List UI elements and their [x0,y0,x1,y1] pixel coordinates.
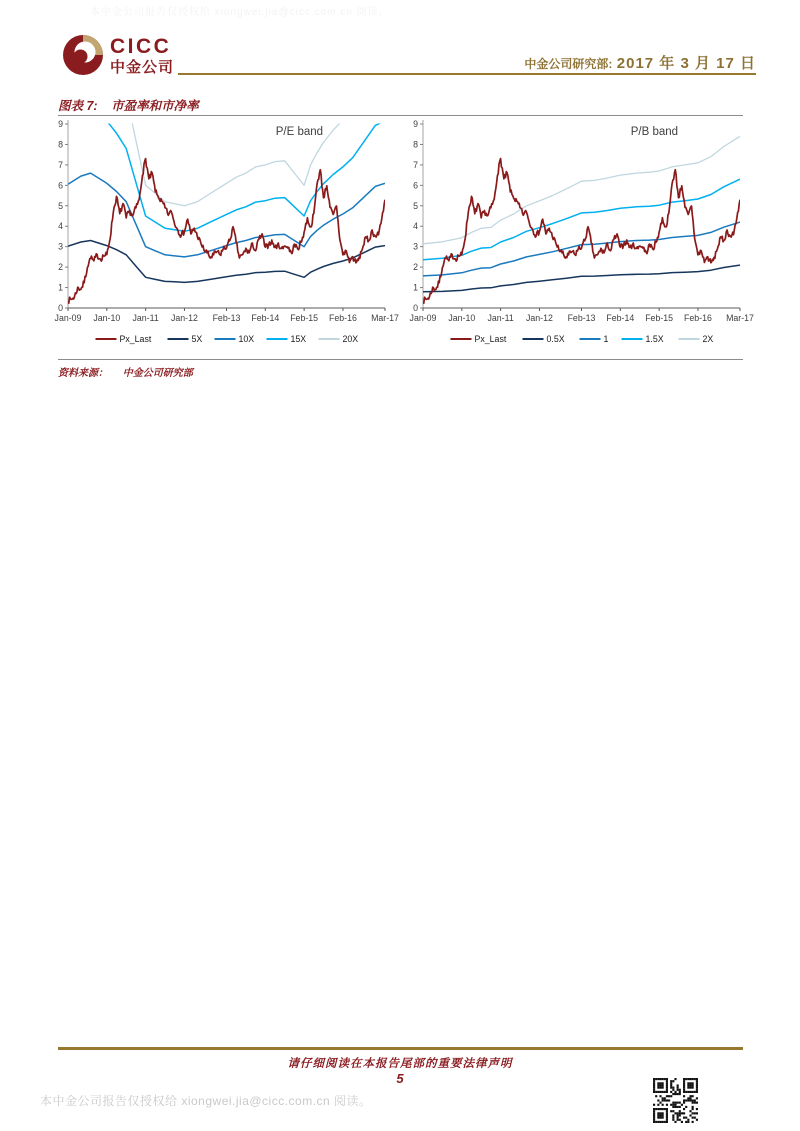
x-tick-label: Jan-12 [525,313,553,323]
legend-label-20X: 20X [342,334,359,344]
y-tick-label: 9 [58,119,63,129]
legend-label-Px_Last: Px_Last [474,334,507,344]
source-line [58,364,193,379]
legend-label-5X: 5X [191,334,203,344]
chart-title: P/E band [275,126,324,138]
y-tick-label: 0 [58,303,63,313]
y-tick-label: 1 [58,282,63,293]
legend-label-0.5X: 0.5X [546,334,565,344]
figure-title-rule [58,115,743,116]
y-tick-label: 3 [58,241,63,252]
cicc-logo-icon [62,34,104,81]
x-tick-label: Mar-17 [726,313,754,323]
y-tick-label: 5 [413,200,418,211]
y-tick-label: 7 [413,159,418,170]
y-tick-label: 8 [58,139,63,150]
y-tick-label: 6 [413,180,418,191]
logo-text-chinese: 中金公司 [110,59,175,76]
source-label: 资料来源： [58,368,108,379]
y-tick-label: 3 [413,241,418,252]
x-tick-label: Feb-15 [290,313,319,323]
legend-label-1.5X: 1.5X [645,334,664,344]
series-Px_Last [423,159,740,304]
source-rule [58,359,743,360]
x-tick-label: Mar-17 [371,313,399,323]
x-tick-label: Jan-11 [487,313,514,323]
legend-label-2X: 2X [702,334,714,344]
x-tick-label: Jan-10 [448,313,476,323]
y-tick-label: 4 [413,221,418,232]
figure-title [58,96,199,114]
y-tick-label: 7 [58,159,63,170]
y-tick-label: 1 [413,282,418,293]
legend-label-10X: 10X [238,334,255,344]
x-tick-label: Jan-12 [170,313,198,323]
figure-title-text: 市盈率和市净率 [111,99,199,113]
chart-svg [407,118,754,356]
legend-label-Px_Last: Px_Last [119,334,152,344]
footer-legal-notice: 请仔细阅读在本报告尾部的重要法律声明 [287,1058,513,1070]
series-0.5X [423,265,740,292]
qr-code-svg [653,1078,698,1123]
research-dept-label: 中金公司研究部: [524,57,613,71]
footer-page-number: 5 [396,1071,404,1086]
x-tick-label: Feb-16 [329,313,357,323]
logo-text-cicc: CICC [110,35,172,58]
y-tick-label: 4 [58,221,63,232]
report-date: 2017 年 3 月 17 日 [616,55,756,72]
y-tick-label: 6 [58,180,63,191]
y-tick-label: 0 [413,303,418,313]
series-group [423,136,740,303]
x-tick-label: Jan-09 [409,313,437,323]
x-tick-label: Feb-15 [645,313,674,323]
pb-band-chart [407,118,754,361]
x-tick-label: Feb-16 [684,313,712,323]
x-tick-label: Jan-11 [132,313,159,323]
y-tick-label: 2 [58,262,63,273]
legend-label-1: 1 [603,334,609,344]
figure-number: 图表 7: [58,99,98,113]
bottom-watermark: 本中金公司报告仅授权给 xiongwei.jia@cicc.com.cn 阅读。 [40,1094,372,1108]
legend-label-15X: 15X [290,334,307,344]
series-group [68,118,385,303]
x-tick-label: Jan-10 [93,313,121,323]
y-tick-label: 5 [58,200,63,211]
x-tick-label: Feb-14 [606,313,635,323]
series-Px_Last [68,159,385,304]
top-watermark: 本中金公司报告仅授权给 xiongwei.jia@cicc.com.cn 阅读。 [90,7,390,18]
header-right [524,52,756,73]
chart-title: P/B band [630,126,679,138]
source-text: 中金公司研究部 [122,368,193,379]
logo-text [110,36,174,75]
pe-band-chart [52,118,399,361]
x-tick-label: Feb-14 [251,313,280,323]
y-tick-label: 2 [413,262,418,273]
x-tick-label: Jan-09 [54,313,82,323]
footer-rule [58,1047,743,1050]
qr-code-icon [653,1078,698,1128]
x-tick-label: Feb-13 [212,313,241,323]
header-rule [178,73,756,75]
series-2X [423,136,740,244]
x-tick-label: Feb-13 [567,313,596,323]
chart-svg [52,118,399,356]
y-tick-label: 8 [413,139,418,150]
y-tick-label: 9 [413,119,418,129]
